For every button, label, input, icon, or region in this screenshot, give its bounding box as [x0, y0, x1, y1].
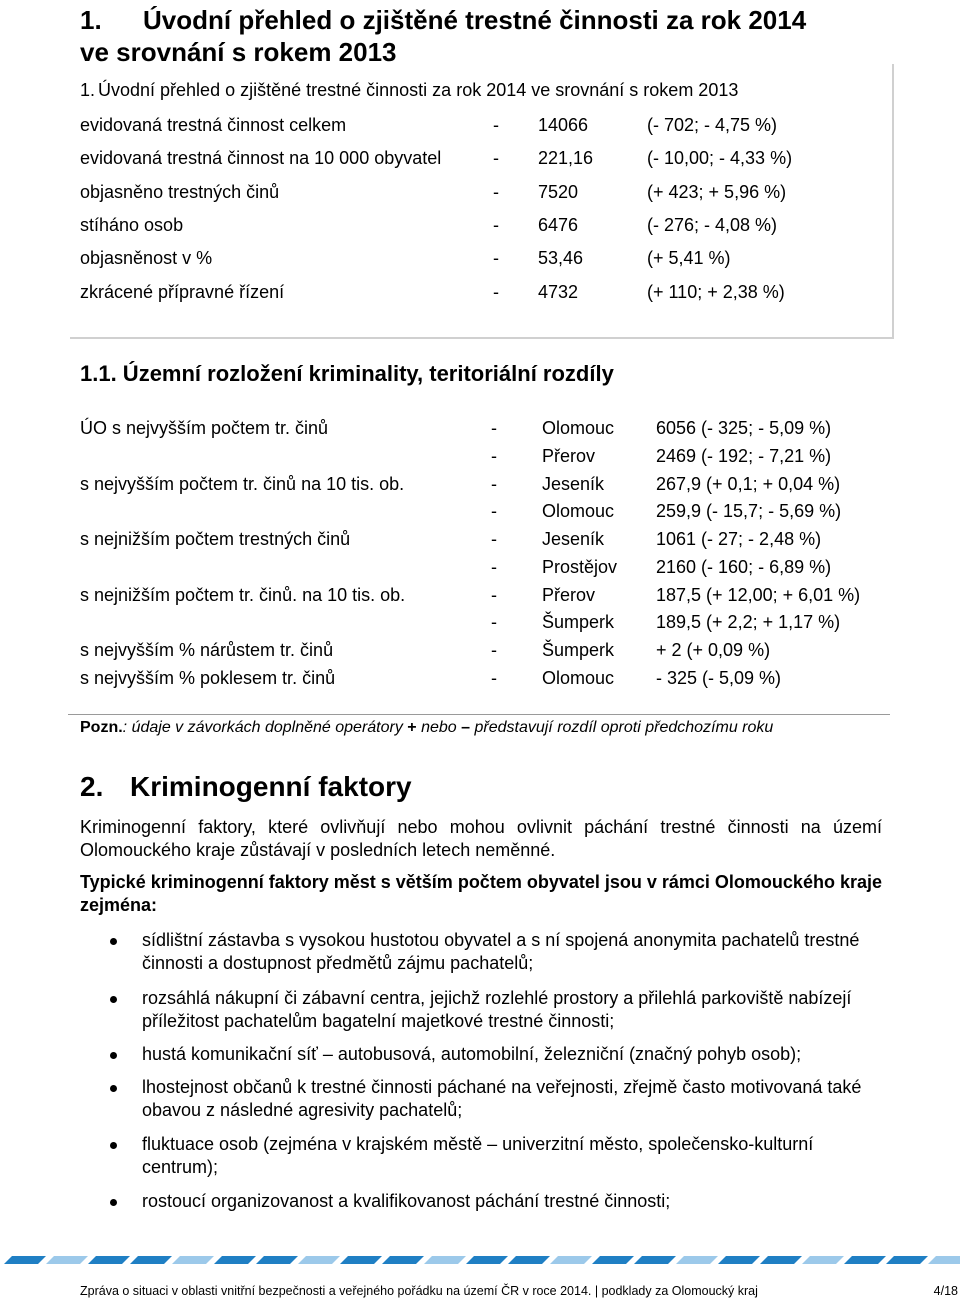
section-heading-factors: 2. Kriminogenní faktory [80, 771, 412, 802]
stripe-segment [46, 1256, 88, 1264]
stripe-segment [88, 1256, 130, 1264]
stripe-segment [634, 1256, 676, 1264]
stripe-segment [298, 1256, 340, 1264]
bullet-item: rozsáhlá nákupní či zábavní centra, jejichž rozlehlé prostory a přilehlá parkoviště nabízejí příležitost pachatelům bagatelní majetkové trestné činnosti; [80, 987, 882, 1033]
stripe-segment [886, 1256, 928, 1264]
bullet-item: rostoucí organizovanost a kvalifikovanost páchání trestné činnosti; [80, 1190, 882, 1213]
footer-stripes [0, 1254, 960, 1270]
stripe-segment [676, 1256, 718, 1264]
stripe-segment [508, 1256, 550, 1264]
stripe-segment [382, 1256, 424, 1264]
stripe-segment [550, 1256, 592, 1264]
stripe-segment [718, 1256, 760, 1264]
footer-text: Zpráva o situaci v oblasti vnitřní bezpečnosti a veřejného pořádku na území ČR v roce 2014. | podklady za Olomoucký kraj [80, 1284, 758, 1298]
bullet-icon [110, 1085, 117, 1092]
stripe-segment [466, 1256, 508, 1264]
stripe-segment [130, 1256, 172, 1264]
factors-lead-paragraph: Typické kriminogenní faktory měst s větším počtem obyvatel jsou v rámci Olomouckého kraje zejména: [80, 872, 882, 915]
note-label: Pozn. [80, 719, 123, 736]
bullet-item: sídlištní zástavba s vysokou hustotou obyvatel a s ní spojená anonymita pachatelů trestné činnosti a dostupnost předmětů zájmu pachatelů; [80, 929, 882, 975]
bullet-icon [110, 1052, 117, 1059]
factors-intro-paragraph: Kriminogenní faktory, které ovlivňují nebo mohou ovlivnit páchání trestné činnosti na území Olomouckého kraje zůstávají v posledních letech neměnné. [80, 817, 882, 860]
stripe-segment [214, 1256, 256, 1264]
stripe-segment [928, 1256, 960, 1264]
page-footer [80, 1283, 958, 1299]
bullet-item: lhostejnost občanů k trestné činnosti páchané na veřejnosti, zřejmě často motivovaná také obavou z následné agresivity pachatelů; [80, 1076, 882, 1122]
bullet-item: fluktuace osob (zejména v krajském městě – univerzitní město, společensko-kulturní centrum); [80, 1133, 882, 1179]
stripe-segment [844, 1256, 886, 1264]
note: Pozn.: údaje v závorkách doplněné operátory + nebo – představují rozdíl oproti předchozímu roku [80, 719, 774, 736]
summary-box-title: 1. Úvodní přehled o zjištěné trestné činnosti za rok 2014 ve srovnání s rokem 2013 [80, 80, 739, 100]
page-number: 4/18 [933, 1284, 958, 1298]
heading-number: 1. [80, 5, 102, 35]
stripe-segment [592, 1256, 634, 1264]
bullet-icon [110, 996, 117, 1003]
stripe-segment [4, 1256, 46, 1264]
stripe-segment [760, 1256, 802, 1264]
heading-line1: Úvodní přehled o zjištěné trestné činnosti za rok 2014 [143, 5, 807, 35]
note-minus: – [461, 719, 471, 736]
bullet-icon [110, 1199, 117, 1206]
bullet-icon [110, 938, 117, 945]
stripe-segment [424, 1256, 466, 1264]
bullet-icon [110, 1142, 117, 1149]
stripe-segment [172, 1256, 214, 1264]
main-heading [80, 4, 910, 68]
stripe-segment [340, 1256, 382, 1264]
note-plus: + [407, 719, 417, 736]
stripe-segment [802, 1256, 844, 1264]
heading-line2: ve srovnání s rokem 2013 [80, 37, 397, 67]
bullet-item: hustá komunikační síť – autobusová, automobilní, železniční (značný pohyb osob); [80, 1043, 882, 1066]
section-heading-territorial: 1.1. Územní rozložení kriminality, teritoriální rozdíly [80, 361, 614, 386]
note-divider [68, 714, 890, 715]
stripe-segment [256, 1256, 298, 1264]
